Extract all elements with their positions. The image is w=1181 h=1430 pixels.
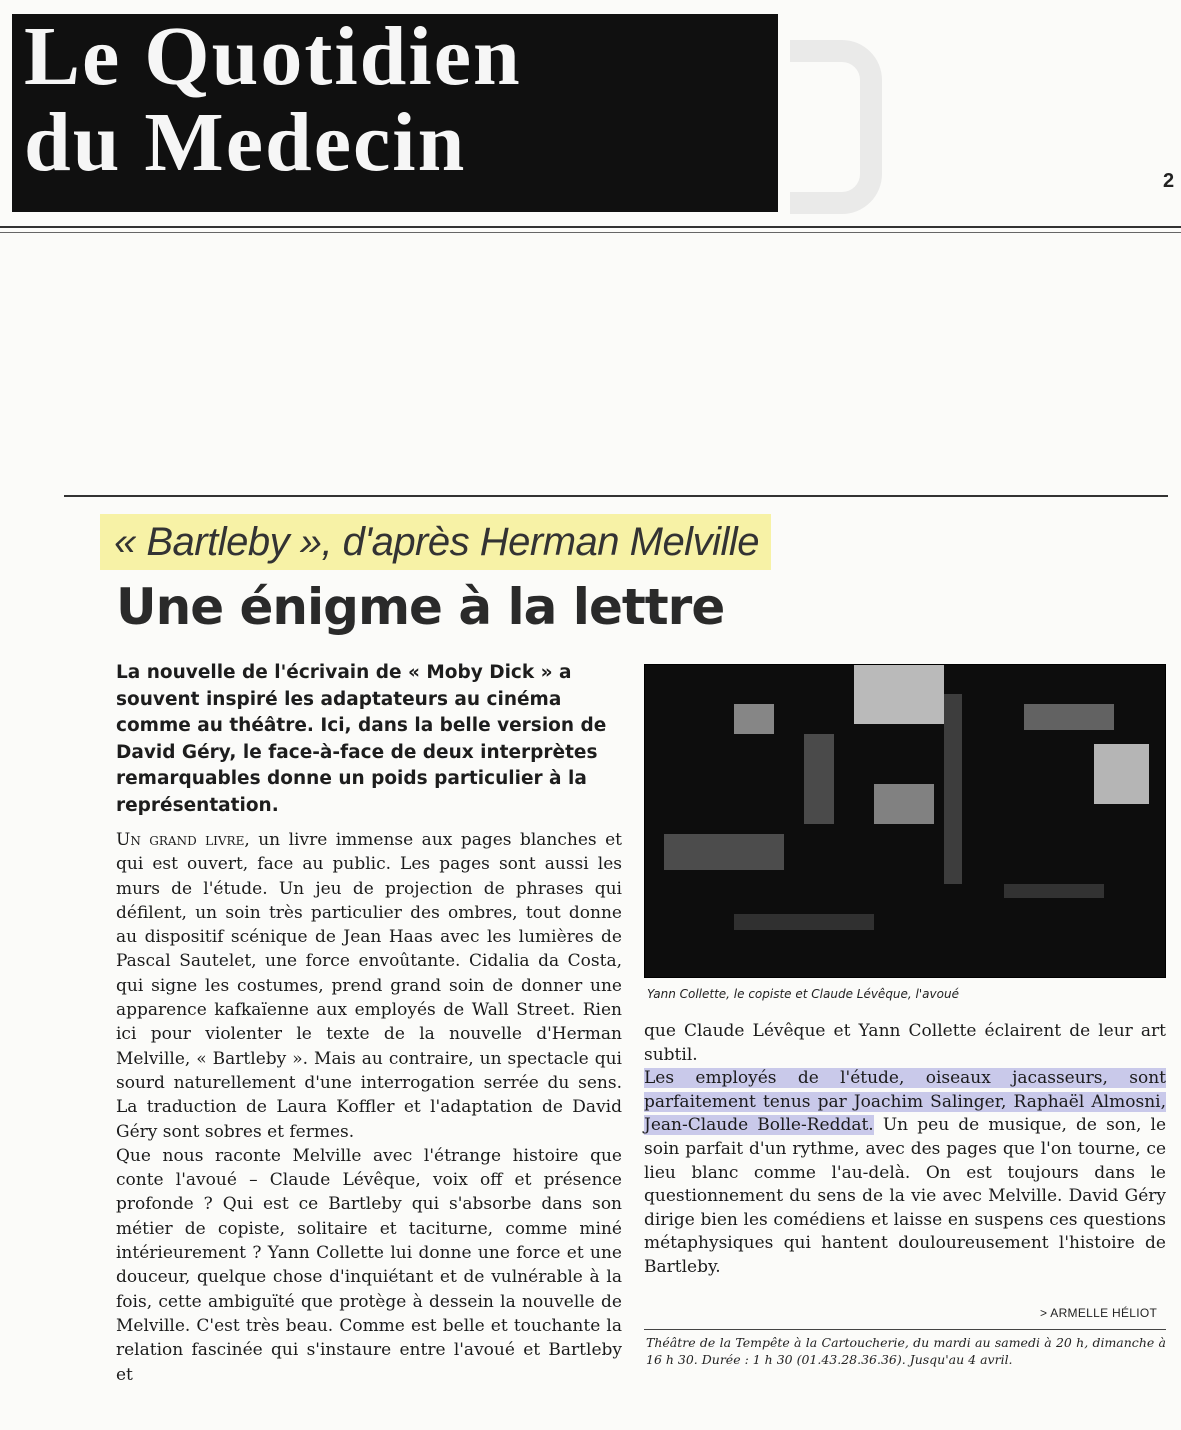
article-standfirst: La nouvelle de l'écrivain de « Moby Dick » a souvent inspiré les adaptateurs au cinéma comme au théâtre. Ici, dans la belle version de David Géry, le face-à-face de deux interprètes remarquables donne un poids particulier à la représentation. [116,662,607,816]
article-photo [644,664,1166,978]
masthead [12,10,778,212]
highlighted-passage: Les employés de l'étude, oiseaux jacasseurs, sont parfaitement tenus par Joachim Salinger, Raphaël Almosni, Jean-Claude Bolle-Reddat. [644,1068,1166,1136]
photo-image [644,664,1166,978]
author-signature: > ARMELLE HÉLIOT [1040,1306,1158,1320]
photo-caption: Yann Collette, le copiste et Claude Lévêque, l'avoué [647,987,959,1001]
right-paragraph-2 [644,1067,1166,1279]
page-number: 2 [1163,170,1175,192]
article-column-left [116,828,622,1387]
article-column-right [644,1020,1166,1280]
practical-info: Théâtre de la Tempête à la Cartoucherie, du mardi au samedi à 20 h, dimanche à 16 h 30. Durée : 1 h 30 (01.43.28.36.36). Jusqu'au 4 avril. [646,1335,1166,1367]
left-paragraph-2: Que nous raconte Melville avec l'étrange histoire que conte l'avoué – Claude Lévêque, voix off et présence profonde ? Qui est ce Bartleby qui s'absorbe dans son métier de copiste, solitaire et taciturne, comme miné intérieurement ? Yann Collette lui donne une force et une douceur, quelque chose d'inquiétant et de vulnérable à la fois, cette ambiguïté que protège à dessein la nouvelle de Melville. C'est très beau. Comme est belle et touchante la relation fascinée qui s'instaure entre l'avoué et Bartleby et [116,1145,622,1385]
article-top-rule [64,495,1168,497]
info-rule [644,1329,1166,1330]
faded-logo-shape [790,40,882,214]
left-paragraph-1 [116,828,622,1144]
masthead-rule-thin [0,232,1181,233]
left-paragraph-1-text: , un livre immense aux pages blanches et qui est ouvert, face au public. Les pages sont aussi les murs de l'étude. Un jeu de projection de phrases qui défilent, un soin très particulier des ombres, tout donne au dispositif scénique de Jean Haas avec les lumières de Pascal Sautelet, une force envoûtante. Cidalia da Costa, qui signe les costumes, prend grand soin de donner une apparence kafkaïenne aux employés de Wall Street. Rien ici pour violenter le texte de la nouvelle d'Herman Melville, « Bartleby ». Mais au contraire, un spectacle qui sourd naturellement d'une interrogation serrée du sens. La traduction de Laura Koffler et l'adaptation de David Géry sont sobres et fermes. [116,830,623,1142]
masthead-line-1: Le Quotidien [24,10,522,103]
masthead-line-2: du Medecin [24,96,467,189]
article-kicker: « Bartleby », d'après Herman Melville [100,514,771,570]
right-paragraph-2-text: Un peu de musique, de son, le soin parfait d'un rythme, avec des pages que l'on tourne, ce lieu blanc comme l'au-delà. On est toujours dans le questionnement du sens de la vie avec Melville. David Géry dirige bien les comédiens et laisse en suspens ces questions métaphysiques qui hantent douloureusement l'histoire de Bartleby. [644,1115,1167,1277]
masthead-rule [0,226,1181,228]
lead-in: Un grand livre [116,830,245,850]
right-paragraph-1: que Claude Lévêque et Yann Collette éclairent de leur art subtil. [644,1021,1166,1065]
article-headline: Une énigme à la lettre [116,578,725,636]
